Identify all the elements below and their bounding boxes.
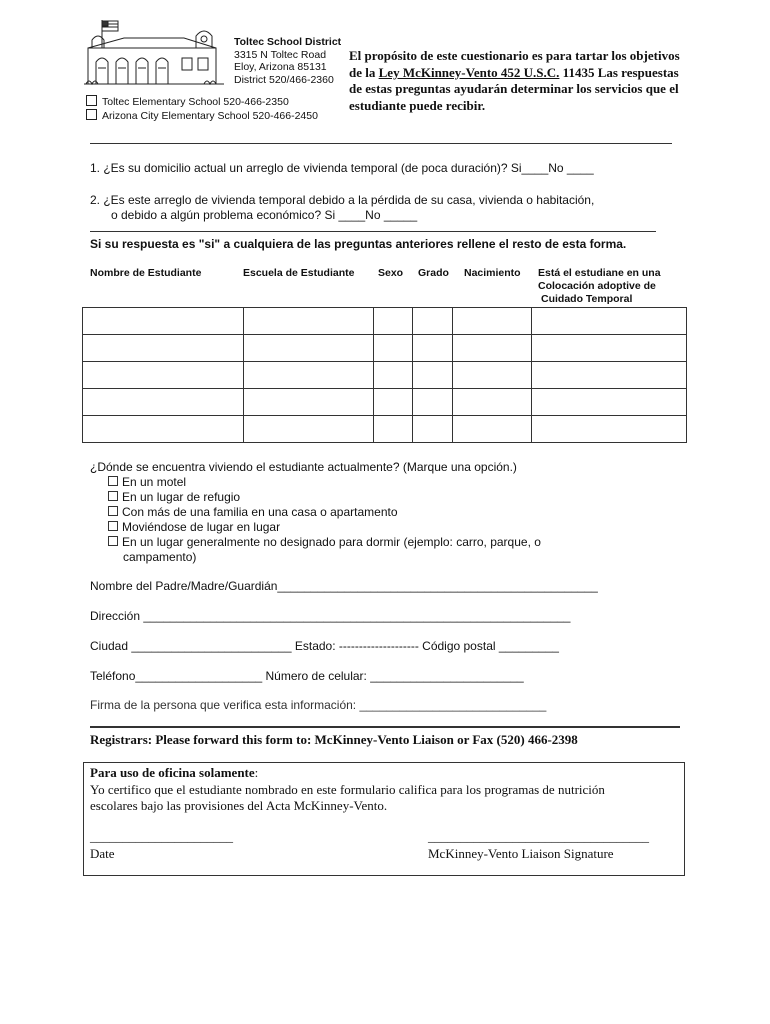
question-2-line2: o debido a algún problema económico? Si ____No _____ — [111, 208, 418, 222]
district-info — [234, 36, 341, 86]
table-row — [83, 416, 687, 443]
living-option-label: Con más de una familia en una casa o apartamento — [122, 505, 398, 519]
col-header-grade: Grado — [418, 267, 449, 279]
living-option-label: En un motel — [122, 475, 187, 489]
col-header-birth: Nacimiento — [464, 267, 521, 279]
table-cell[interactable] — [373, 308, 413, 335]
purpose-text-2: 11435 Las respuestas de estas preguntas ayudarán determinar los servicios que el estudiante puede recibir. — [349, 64, 679, 113]
table-cell[interactable] — [532, 335, 687, 362]
purpose-statement — [349, 48, 689, 114]
phone-field[interactable]: Teléfono___________________ Número de celular: _______________________ — [90, 669, 524, 683]
living-option-label: En un lugar generalmente no designado para dormir (ejemplo: carro, parque, o — [122, 535, 541, 549]
date-line[interactable]: ______________________ — [90, 829, 233, 844]
purpose-text-1: El propósito de este cuestionario es para tartar los objetivos de la — [349, 48, 680, 80]
student-table — [82, 307, 687, 443]
checkbox-icon[interactable] — [86, 109, 97, 120]
table-cell[interactable] — [243, 389, 373, 416]
living-option-unsheltered[interactable] — [90, 535, 541, 550]
checkbox-icon[interactable] — [86, 95, 97, 106]
table-cell[interactable] — [453, 416, 532, 443]
checkbox-icon[interactable] — [108, 521, 118, 531]
table-cell[interactable] — [413, 308, 453, 335]
office-use-title: Para uso de oficina solamente — [90, 765, 255, 780]
signature-line[interactable]: __________________________________ — [428, 829, 649, 844]
col-header-name: Nombre de Estudiante — [90, 267, 202, 279]
table-cell[interactable] — [453, 335, 532, 362]
table-cell[interactable] — [532, 389, 687, 416]
date-label: Date — [90, 846, 115, 861]
office-use-colon: : — [254, 765, 259, 780]
table-row — [83, 389, 687, 416]
instruction-note: Si su respuesta es "si" a cualquiera de las preguntas anteriores rellene el resto de esta forma. — [90, 237, 627, 251]
table-cell[interactable] — [413, 335, 453, 362]
table-cell[interactable] — [373, 335, 413, 362]
district-name: Toltec School District — [234, 36, 342, 48]
guardian-name-field[interactable]: Nombre del Padre/Madre/Guardián________________________________________________ — [90, 579, 598, 593]
table-cell[interactable] — [83, 362, 244, 389]
header-divider — [90, 143, 672, 144]
col-header-foster-line3: Cuidado Temporal — [541, 293, 633, 305]
questions-divider — [90, 231, 656, 232]
living-option-unsheltered-cont: campamento) — [123, 550, 197, 564]
living-option-moving[interactable] — [90, 520, 541, 535]
table-cell[interactable] — [373, 362, 413, 389]
table-cell[interactable] — [243, 308, 373, 335]
col-header-foster — [538, 267, 661, 306]
liaison-signature-label: McKinney-Vento Liaison Signature — [428, 846, 614, 861]
table-cell[interactable] — [83, 308, 244, 335]
school-option-label: Toltec Elementary School 520-466-2350 — [102, 96, 289, 108]
school-building-logo — [84, 18, 224, 90]
office-certify-line2: escolares bajo las provisiones del Acta McKinney-Vento. — [90, 798, 388, 813]
col-header-school: Escuela de Estudiante — [243, 267, 355, 279]
living-option-motel[interactable] — [90, 475, 541, 490]
living-question: ¿Dónde se encuentra viviendo el estudiante actualmente? (Marque una opción.) — [90, 460, 517, 474]
table-cell[interactable] — [243, 362, 373, 389]
table-cell[interactable] — [453, 362, 532, 389]
col-header-foster-line1: Está el estudiane en una — [538, 267, 661, 279]
table-cell[interactable] — [532, 416, 687, 443]
registrar-divider — [90, 726, 680, 728]
table-cell[interactable] — [83, 335, 244, 362]
table-cell[interactable] — [453, 308, 532, 335]
col-header-foster-line2: Colocación adoptive de — [538, 280, 656, 292]
school-options — [86, 95, 318, 123]
question-2-line1: 2. ¿Es este arreglo de vivienda temporal debido a la pérdida de su casa, vivienda o habitación, — [90, 193, 595, 207]
purpose-law-name: Ley McKinney-Vento 452 U.S.C. — [378, 64, 560, 80]
question-1: 1. ¿Es su domicilio actual un arreglo de vivienda temporal (de poca duración)? Si____No ____ — [90, 161, 594, 175]
checkbox-icon[interactable] — [108, 536, 118, 546]
verifier-signature-field[interactable]: Firma de la persona que verifica esta información: ____________________________ — [90, 698, 547, 712]
school-option-arizona-city[interactable] — [86, 109, 318, 123]
table-row — [83, 308, 687, 335]
office-use-text — [90, 765, 680, 815]
table-cell[interactable] — [413, 416, 453, 443]
living-option-shelter[interactable] — [90, 490, 541, 505]
address-field[interactable]: Dirección ________________________________________________________________ — [90, 609, 571, 623]
checkbox-icon[interactable] — [108, 491, 118, 501]
table-cell[interactable] — [373, 389, 413, 416]
table-row — [83, 335, 687, 362]
district-phone: District 520/466-2360 — [234, 73, 334, 86]
city-state-zip-field[interactable]: Ciudad ________________________ Estado: -------------------- Código postal _________ — [90, 639, 559, 653]
table-cell[interactable] — [243, 335, 373, 362]
table-cell[interactable] — [532, 308, 687, 335]
table-cell[interactable] — [83, 389, 244, 416]
registrar-instructions: Registrars: Please forward this form to: McKinney-Vento Liaison or Fax (520) 466-2398 — [90, 732, 578, 747]
table-cell[interactable] — [413, 362, 453, 389]
living-option-label: Moviéndose de lugar en lugar — [122, 520, 281, 534]
living-option-shared-housing[interactable] — [90, 505, 541, 520]
district-address-line2: Eloy, Arizona 85131 — [234, 61, 327, 73]
col-header-sex: Sexo — [378, 267, 404, 279]
living-option-label: En un lugar de refugio — [122, 490, 241, 504]
living-situation-section — [90, 460, 541, 565]
district-address-line1: 3315 N Toltec Road — [234, 48, 327, 61]
school-option-toltec[interactable] — [86, 95, 318, 109]
table-cell[interactable] — [532, 362, 687, 389]
checkbox-icon[interactable] — [108, 506, 118, 516]
school-option-label: Arizona City Elementary School 520-466-2450 — [102, 110, 318, 122]
office-certify-line1: Yo certifico que el estudiante nombrado en este formulario califica para los programas de nutrición — [90, 781, 605, 797]
table-cell[interactable] — [373, 416, 413, 443]
table-row — [83, 362, 687, 389]
table-cell[interactable] — [243, 416, 373, 443]
checkbox-icon[interactable] — [108, 476, 118, 486]
table-cell[interactable] — [453, 389, 532, 416]
table-cell[interactable] — [83, 416, 244, 443]
table-cell[interactable] — [413, 389, 453, 416]
